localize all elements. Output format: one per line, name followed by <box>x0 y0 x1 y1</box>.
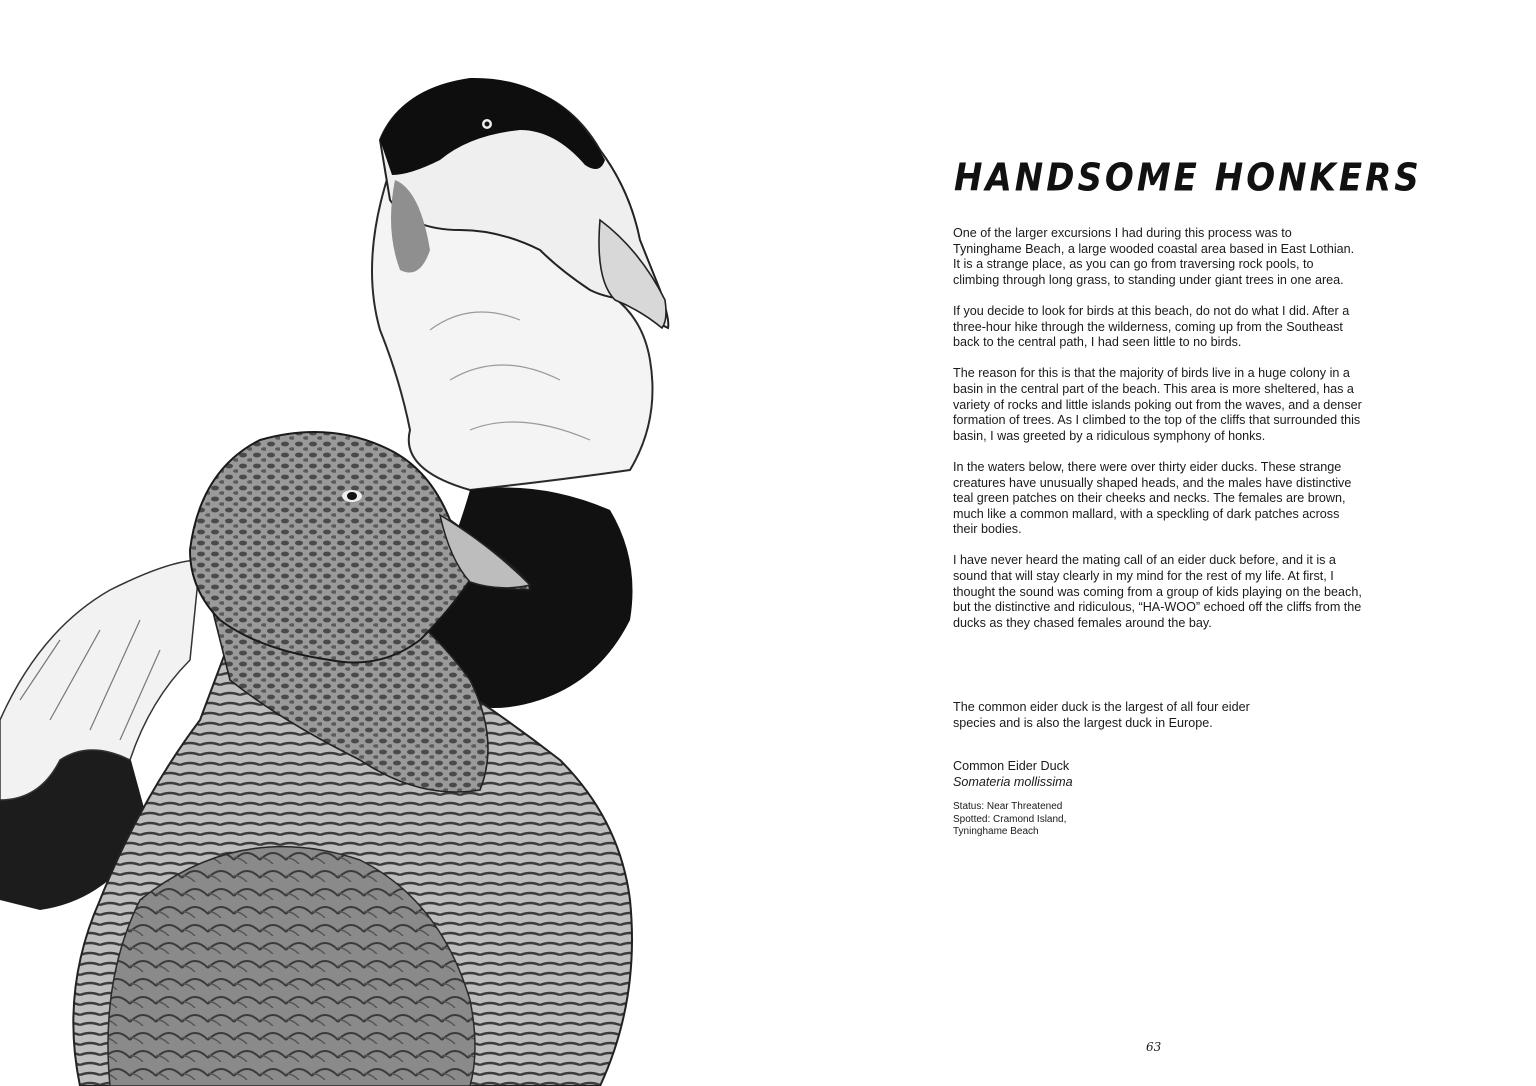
paragraph: In the waters below, there were over thirty eider ducks. These strange creatures have unusually shaped heads, and the males have distinctive teal green patches on their cheeks and necks. The females are brown, much like a common mallard, with a speckling of dark patches across their bodies. <box>953 459 1352 537</box>
paragraph: The reason for this is that the majority of birds live in a huge colony in a basin in the central part of the beach. This area is more sheltered, has a variety of rocks and little islands poking out from the waves, and a denser formation of trees. As I climbed to the top of the cliffs that surrounded this basin, I was greeted by a ridiculous symphony of honks. <box>953 366 1362 443</box>
page-number: 63 <box>1146 1040 1162 1054</box>
article-body <box>953 226 1363 647</box>
page-title: HANDSOME HONKERS <box>954 156 1422 201</box>
paragraph: One of the larger excursions I had during this process was to Tyninghame Beach, a large wooded coastal area based in East Lothian. It is a strange place, as you can go from traversing rock pools, to climbing through long grass, to standing under giant trees in one area. <box>953 226 1355 287</box>
species-common-name: Common Eider Duck <box>953 759 1070 773</box>
conservation-status: Status: Near Threatened <box>953 801 1063 812</box>
species-latin-name: Somateria mollissima <box>953 774 1073 789</box>
paragraph: If you decide to look for birds at this beach, do not do what I did. After a three-hour hike through the wilderness, coming up from the Southeast back to the central path, I had seen little to no birds. <box>953 303 1350 350</box>
species-meta <box>953 801 1093 839</box>
paragraph: I have never heard the mating call of an eider duck before, and it is a sound that will stay clearly in my mind for the rest of my life. At first, I thought the sound was coming from a group of kids playing on the beach, but the distinctive and ridiculous, “HA-WOO” echoed off the cliffs from the ducks as they chased females around the bay. <box>953 553 1362 630</box>
species-caption <box>953 759 1073 790</box>
spotted-locations: Spotted: Cramond Island, Tyninghame Beach <box>953 813 1067 838</box>
fact-note: The common eider duck is the largest of all four eider species and is also the largest duck in Europe. <box>953 700 1250 730</box>
text-page <box>768 0 1536 1086</box>
